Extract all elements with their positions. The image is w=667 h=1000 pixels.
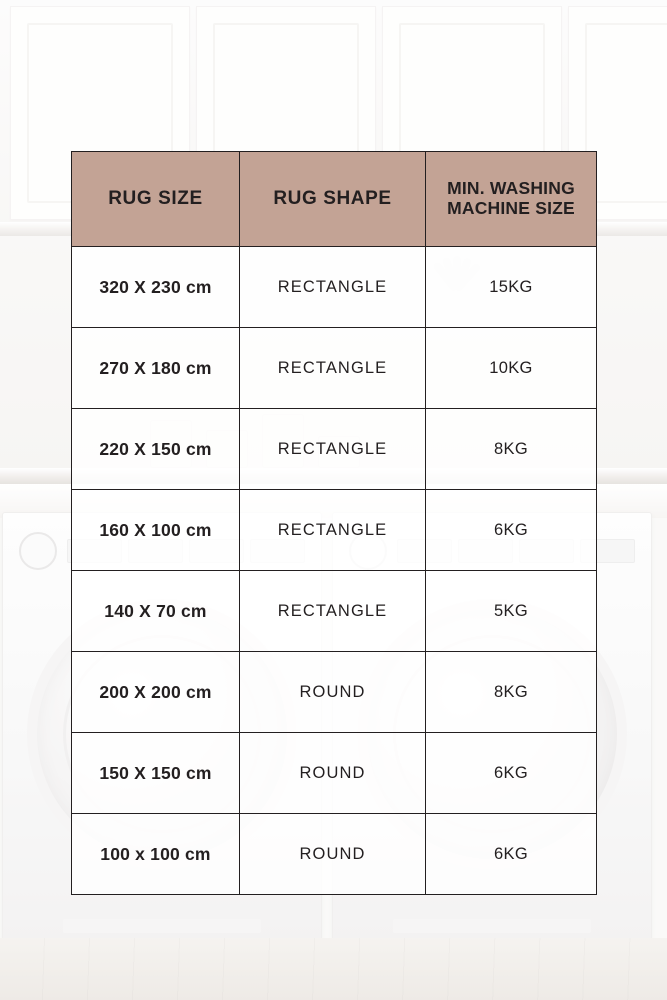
rug-size-guide [71, 151, 596, 895]
rug-size-table [71, 151, 597, 895]
table-row [72, 247, 597, 328]
cell-rug-shape: RECTANGLE [240, 571, 426, 652]
header-row [72, 152, 597, 247]
table-header [72, 152, 597, 247]
cell-machine-size: 6KG [426, 814, 597, 895]
table-row [72, 733, 597, 814]
cell-rug-shape: ROUND [240, 652, 426, 733]
table-body [72, 247, 597, 895]
cell-rug-shape: RECTANGLE [240, 490, 426, 571]
cell-rug-shape: ROUND [240, 733, 426, 814]
cell-rug-size: 270 X 180 cm [72, 328, 240, 409]
table-row [72, 571, 597, 652]
table-row [72, 652, 597, 733]
cell-rug-shape: RECTANGLE [240, 409, 426, 490]
table-row [72, 409, 597, 490]
cell-machine-size: 5KG [426, 571, 597, 652]
header-machine-size: MIN. WASHING MACHINE SIZE [426, 152, 597, 247]
cell-rug-size: 200 X 200 cm [72, 652, 240, 733]
cell-rug-shape: ROUND [240, 814, 426, 895]
header-rug-size: RUG SIZE [72, 152, 240, 247]
cell-machine-size: 6KG [426, 490, 597, 571]
cell-machine-size: 8KG [426, 652, 597, 733]
cell-machine-size: 10KG [426, 328, 597, 409]
cell-rug-size: 150 X 150 cm [72, 733, 240, 814]
cell-rug-size: 100 x 100 cm [72, 814, 240, 895]
cell-rug-size: 220 X 150 cm [72, 409, 240, 490]
cell-rug-shape: RECTANGLE [240, 328, 426, 409]
cell-rug-size: 320 X 230 cm [72, 247, 240, 328]
cell-machine-size: 8KG [426, 409, 597, 490]
table-row [72, 490, 597, 571]
header-rug-shape: RUG SHAPE [240, 152, 426, 247]
cell-machine-size: 15KG [426, 247, 597, 328]
table-row [72, 814, 597, 895]
cell-machine-size: 6KG [426, 733, 597, 814]
cell-rug-shape: RECTANGLE [240, 247, 426, 328]
cell-rug-size: 160 X 100 cm [72, 490, 240, 571]
table-row [72, 328, 597, 409]
cell-rug-size: 140 X 70 cm [72, 571, 240, 652]
